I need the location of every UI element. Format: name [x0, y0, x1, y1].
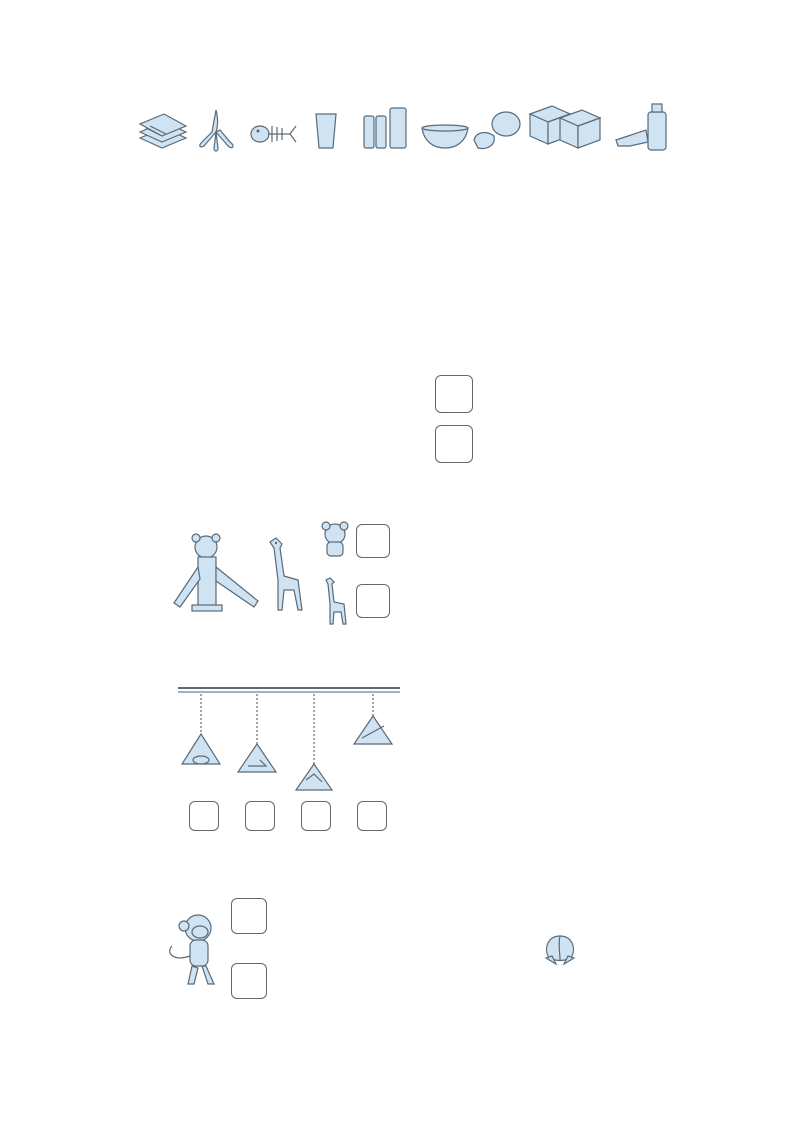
peach-icon	[542, 930, 578, 966]
answer-box-giraffe[interactable]	[356, 584, 390, 618]
spring-scale-illustration	[176, 686, 402, 798]
newspaper-stack-icon	[136, 108, 188, 154]
bowl-icon	[420, 124, 470, 150]
answer-box-scale-3[interactable]	[301, 801, 331, 831]
monkey-icon	[162, 912, 228, 986]
drink-can-icon	[314, 110, 338, 150]
answer-box-scale-2[interactable]	[245, 801, 275, 831]
answer-box-route-top[interactable]	[231, 898, 267, 934]
fish-bone-icon	[250, 120, 298, 148]
bear-small-icon	[320, 522, 350, 558]
battery-icon	[362, 106, 410, 150]
answer-box-ants[interactable]	[435, 425, 473, 463]
giraffe-small-icon	[320, 576, 350, 626]
kitchen-answer[interactable]	[246, 253, 356, 273]
cardboard-box-icon	[526, 102, 602, 148]
answer-box-bear[interactable]	[356, 524, 390, 558]
recyclable-answer[interactable]	[262, 212, 362, 232]
slide-with-bear-icon	[172, 535, 262, 615]
bottles-icon	[612, 102, 674, 152]
answer-box-bees[interactable]	[435, 375, 473, 413]
harmful-answer[interactable]	[516, 212, 616, 232]
egg-shell-icon	[470, 110, 522, 152]
answer-box-route-bottom[interactable]	[231, 963, 267, 999]
other-answer[interactable]	[516, 253, 616, 273]
banana-peel-icon	[194, 106, 238, 154]
answer-box-scale-1[interactable]	[189, 801, 219, 831]
route-grid	[274, 904, 536, 994]
answer-box-scale-4[interactable]	[357, 801, 387, 831]
giraffe-tall-icon	[262, 536, 308, 612]
